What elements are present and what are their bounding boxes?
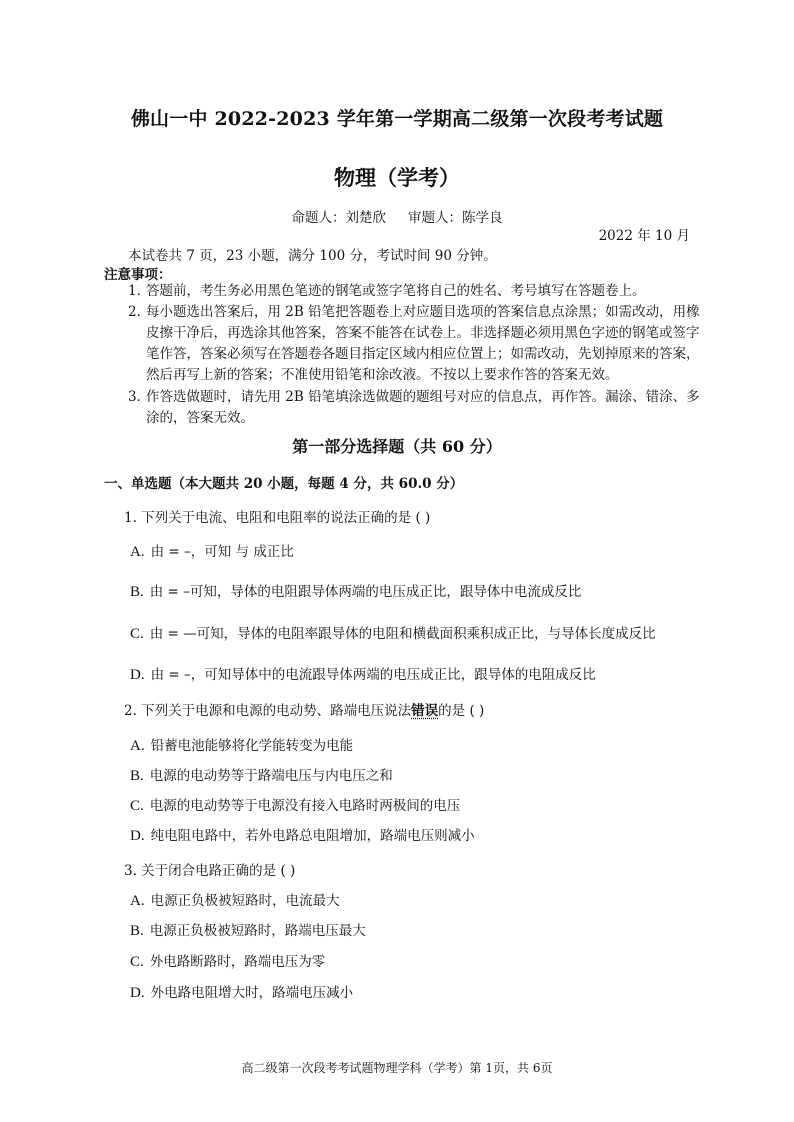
notice-item-number: 1． bbox=[128, 283, 151, 299]
option-text: 外电路断路时，路端电压为零 bbox=[149, 954, 326, 970]
notice-item-text: 答题前，考生务必用黑色笔迹的钢笔或签字笔将自己的姓名、考号填写在答题卷上。 bbox=[146, 283, 646, 299]
option-letter: A. bbox=[130, 738, 145, 754]
option-letter: B. bbox=[130, 768, 144, 784]
option-text: 由 = –，可知导体中的电流跟导体两端的电压成正比，跟导体的电阻成反比 bbox=[150, 667, 596, 683]
question-stem-prefix: 2. 下列关于电源和电源的电动势、路端电压说法 bbox=[124, 703, 412, 719]
option-text: 外电路电阻增大时，路端电压减小 bbox=[150, 985, 354, 1001]
option bbox=[130, 764, 393, 785]
option-text: 纯电阻电路中，若外电路总电阻增加，路端电压则减小 bbox=[150, 828, 475, 844]
question-stem: 1. 下列关于电流、电阻和电阻率的说法正确的是 ( ) bbox=[124, 510, 431, 526]
option bbox=[130, 540, 294, 561]
option-text: 电源正负极被短路时，路端电压最大 bbox=[149, 923, 366, 939]
option-text: 由 = –可知，导体的电阻跟导体两端的电压成正比，跟导体中电流成反比 bbox=[149, 584, 582, 600]
question-stem: 3. 关于闭合电路正确的是 ( ) bbox=[124, 863, 296, 879]
exam-date: 2022 年 10 月 bbox=[598, 228, 690, 244]
notice-item bbox=[108, 387, 704, 429]
notice-item-number: 2． bbox=[128, 304, 151, 320]
option bbox=[130, 663, 596, 684]
notice-item-text: 每小题选出答案后，用 2B 铅笔把答题卷上对应题目选项的答案信息点涂黑；如需改动，用橡皮擦干净后，再选涂其他答案，答案不能答在试卷上。非选择题必须用黑色字迹的钢笔或签字笔作答，答案必须写在答题卷各题目指定区域内相应位置上；如需改动，先划掉原来的答案，然后再写上新的答案；不准使用铅笔和涂改液。不按以上要求作答的答案无效。 bbox=[146, 304, 700, 383]
question-stem bbox=[124, 699, 484, 719]
option-letter: C. bbox=[130, 626, 144, 642]
option-text: 由 = —可知，导体的电阻率跟导体的电阻和横截面积乘积成正比，与导体长度成反比 bbox=[149, 626, 656, 642]
section-heading: 一、单选题（本大题共 20 小题，每题 4 分，共 60.0 分） bbox=[104, 476, 464, 492]
option-letter: A. bbox=[130, 893, 145, 909]
option-text: 铅蓄电池能够将化学能转变为电能 bbox=[150, 738, 354, 754]
option-letter: D. bbox=[130, 667, 145, 683]
question-stem-emphasis: 错误 bbox=[411, 703, 439, 719]
exam-intro: 本试卷共 7 页，23 小题，满分 100 分，考试时间 90 分钟。 bbox=[128, 248, 497, 264]
option-text: 电源的电动势等于路端电压与内电压之和 bbox=[149, 768, 393, 784]
setter: 命题人：刘楚欣 bbox=[291, 210, 386, 226]
option-letter: D. bbox=[130, 985, 145, 1001]
option bbox=[130, 734, 353, 755]
exam-title: 佛山一中 2022-2023 学年第一学期高二级第一次段考考试题 bbox=[130, 108, 664, 130]
option-text: 由 = –，可知 与 成正比 bbox=[150, 544, 294, 560]
option bbox=[130, 622, 656, 643]
notice-item bbox=[108, 281, 704, 302]
option bbox=[130, 580, 581, 601]
option-letter: B. bbox=[130, 923, 144, 939]
option bbox=[130, 950, 325, 971]
option bbox=[130, 794, 460, 815]
option-letter: C. bbox=[130, 954, 144, 970]
page-footer: 高二级第一次段考考试题物理学科（学考）第 1页，共 6页 bbox=[241, 1061, 553, 1075]
option-letter: A. bbox=[130, 544, 145, 560]
question-stem-suffix: 的是 ( ) bbox=[438, 703, 485, 719]
notice-item-number: 3． bbox=[128, 389, 151, 405]
author-line bbox=[0, 206, 794, 226]
notice-item bbox=[108, 302, 704, 386]
option-letter: D. bbox=[130, 828, 145, 844]
option-text: 电源的电动势等于电源没有接入电路时两极间的电压 bbox=[149, 798, 461, 814]
reviewer: 审题人：陈学良 bbox=[408, 210, 503, 226]
option bbox=[130, 824, 475, 845]
option bbox=[130, 889, 340, 910]
option-text: 电源正负极被短路时，电流最大 bbox=[150, 893, 340, 909]
notice-item-text: 作答选做题时，请先用 2B 铅笔填涂选做题的题组号对应的信息点，再作答。漏涂、错涂、多涂的，答案无效。 bbox=[146, 389, 700, 426]
option-letter: C. bbox=[130, 798, 144, 814]
option bbox=[130, 981, 353, 1002]
notice-heading: 注意事项： bbox=[104, 267, 172, 283]
subject-title: 物理（学考） bbox=[334, 165, 460, 190]
part-title: 第一部分选择题（共 60 分） bbox=[292, 437, 502, 456]
option-letter: B. bbox=[130, 584, 144, 600]
option bbox=[130, 919, 366, 940]
